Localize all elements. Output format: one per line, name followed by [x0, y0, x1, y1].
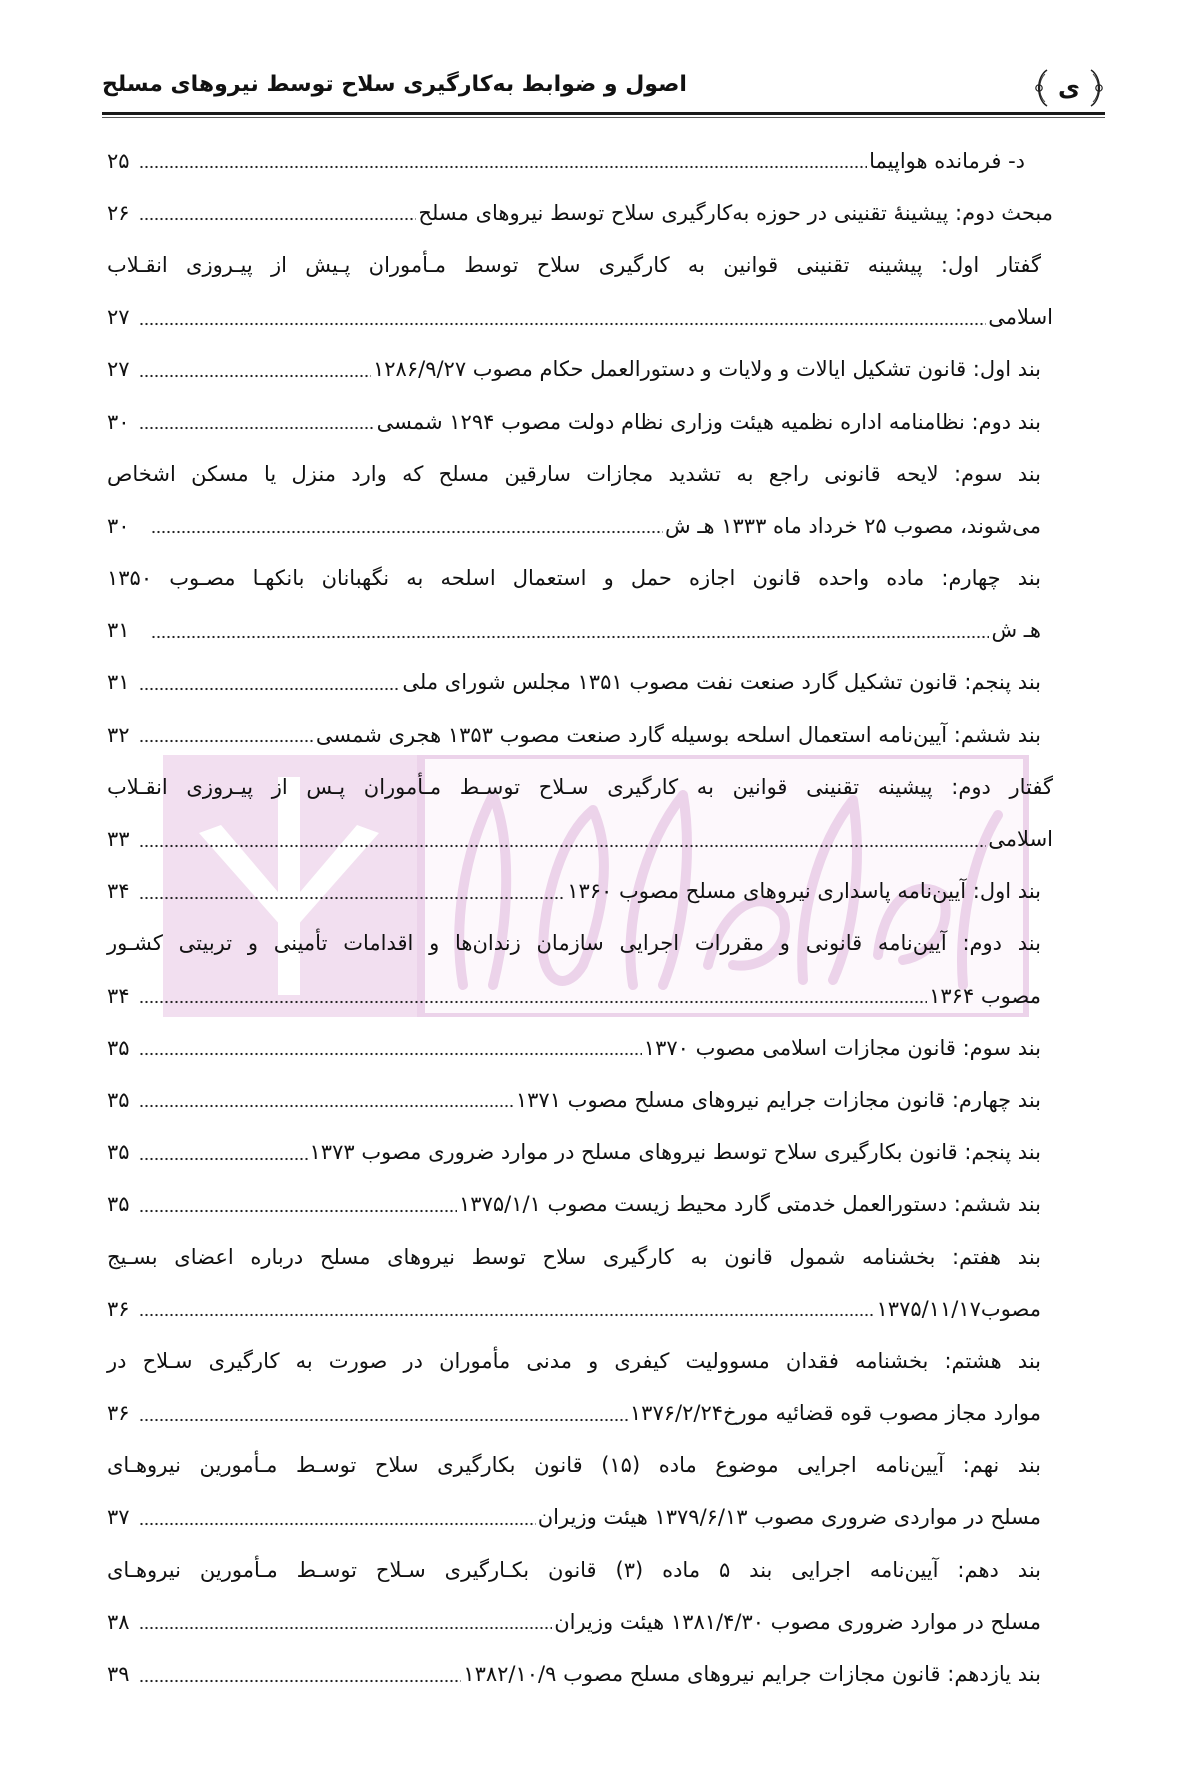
header-rule-thick [102, 112, 1105, 115]
toc-entry[interactable] [107, 1283, 1053, 1335]
dot-leader [139, 217, 416, 221]
dot-leader [139, 374, 371, 378]
toc-entry-title: بند نهم: آیین‌نامه اجرایی موضوع ماده (۱۵) قانون بکارگیری سلاح توسـط مـأمورین نیروهـای [107, 1453, 1041, 1478]
header-rule [102, 112, 1105, 119]
toc-entry-title: می‌شوند، مصوب ۲۵ خرداد ماه ۱۳۳۳ هـ ش [665, 513, 1041, 538]
dot-leader [139, 1626, 552, 1630]
dot-leader [139, 739, 314, 743]
toc-entry-title: بند پنجم: قانون تشکیل گارد صنعت نفت مصوب ۱۳۵۱ مجلس شورای ملی [402, 670, 1041, 695]
toc-page-number: ۳۸ [107, 1609, 130, 1634]
toc-entry-line[interactable] [107, 761, 1053, 813]
toc-page-number: ۳۵ [107, 1035, 130, 1060]
toc-entry-title: بند ششم: آیین‌نامه استعمال اسلحه بوسیله گارد صنعت مصوب ۱۳۵۳ هجری شمسی [315, 722, 1041, 747]
toc-page-number: ۳۶ [107, 1401, 130, 1426]
toc-entry-title: موارد مجاز مصوب قوه قضائیه مورخ۱۳۷۶/۲/۲۴ [629, 1401, 1041, 1426]
toc-entry[interactable] [107, 396, 1053, 448]
toc-entry-title: د- فرمانده هواپیما [869, 148, 1025, 173]
toc-entry-title: بند پنجم: قانون بکارگیری سلاح توسط نیروهای مسلح در موارد ضروری مصوب ۱۳۷۳ [309, 1140, 1041, 1165]
toc-page-number: ۳۰ [107, 409, 130, 434]
dot-leader [151, 530, 663, 534]
ornament-bracket-left-icon [1034, 69, 1050, 107]
toc-page-number: ۲۵ [107, 148, 130, 173]
toc-page-number: ۳۷ [107, 1505, 130, 1530]
toc-entry[interactable] [107, 187, 1053, 239]
toc-entry[interactable] [107, 1596, 1053, 1648]
toc-entry[interactable] [107, 813, 1053, 865]
toc-entry-title: اسلامی [988, 827, 1053, 852]
dot-leader [139, 1313, 875, 1317]
toc-entry-title: مصوب ۱۳۶۴ [929, 983, 1041, 1008]
toc-entry-title: مبحث دوم: پیشینۀ تقنینی در حوزه به‌کارگیری سلاح توسط نیروهای مسلح [418, 200, 1053, 225]
ornament-bracket-right-icon [1088, 69, 1104, 107]
toc-entry-title: بند دهم: آیین‌نامه اجرایی بند ۵ ماده (۳) قانون بکـارگیری سـلاح توسـط مـأمورین نیروهـای [107, 1557, 1041, 1582]
running-title: اصول و ضوابط به‌کارگیری سلاح توسط نیروهای مسلح [102, 72, 687, 97]
toc-entry-line[interactable] [107, 448, 1053, 500]
dot-leader [139, 1104, 514, 1108]
toc-entry[interactable] [107, 1127, 1053, 1179]
toc-page-number: ۳۱ [107, 618, 130, 643]
dot-leader [139, 1418, 628, 1422]
toc-entry[interactable] [107, 605, 1053, 657]
toc-entry-title: هـ ش [991, 618, 1041, 643]
toc-entry[interactable] [107, 1492, 1053, 1544]
table-of-contents [107, 135, 1053, 1701]
toc-entry-title: بند ششم: دستورالعمل خدمتی گارد محیط زیست مصوب ۱۳۷۵/۱/۱ [459, 1192, 1041, 1217]
header-rule-thin [102, 117, 1105, 118]
dot-leader [139, 1522, 536, 1526]
dot-leader [139, 1679, 461, 1683]
toc-page-number: ۳۰ [107, 513, 130, 538]
dot-leader [139, 687, 400, 691]
toc-entry[interactable] [107, 657, 1053, 709]
dot-leader [139, 322, 986, 326]
toc-entry-title: بند یازدهم: قانون مجازات جرایم نیروهای مسلح مصوب ۱۳۸۲/۱۰/۹ [463, 1662, 1041, 1687]
toc-entry-line[interactable] [107, 1231, 1053, 1283]
toc-entry-title: بند هفتم: بخشنامه شمول قانون به کارگیری سلاح توسط نیروهای مسلح درباره اعضای بسـیج [107, 1244, 1041, 1269]
toc-page-number: ۳۵ [107, 1140, 130, 1165]
dot-leader [139, 165, 867, 169]
toc-page-number: ۳۵ [107, 1192, 130, 1217]
toc-entry[interactable] [107, 344, 1053, 396]
toc-entry-line[interactable] [107, 1544, 1053, 1596]
toc-page-number: ۲۷ [107, 305, 130, 330]
toc-page-number: ۳۳ [107, 827, 130, 852]
toc-entry[interactable] [107, 709, 1053, 761]
toc-entry-title: بند سوم: قانون مجازات اسلامی مصوب ۱۳۷۰ [643, 1035, 1041, 1060]
toc-entry[interactable] [107, 1179, 1053, 1231]
dot-leader [139, 1209, 457, 1213]
toc-entry-line[interactable] [107, 553, 1053, 605]
toc-entry-title: بند اول: قانون تشکیل ایالات و ولایات و دستورالعمل حکام مصوب ۱۲۸۶/۹/۲۷ [373, 357, 1041, 382]
toc-entry-line[interactable] [107, 918, 1053, 970]
toc-entry[interactable] [107, 1022, 1053, 1074]
toc-entry-title: مسلح در مواردی ضروری مصوب ۱۳۷۹/۶/۱۳ هیئت وزیران [537, 1505, 1041, 1530]
dot-leader [139, 844, 986, 848]
toc-page-number: ۳۴ [107, 879, 130, 904]
dot-leader [139, 1157, 308, 1161]
toc-entry-title: بند هشتم: بخشنامه فقدان مسوولیت کیفری و مدنی مأموران در صورت به کارگیری سـلاح در [107, 1348, 1041, 1373]
toc-entry-title: گفتار اول: پیشینه تقنینی قوانین به کارگیری سلاح توسط مـأموران پـیش از پیـروزی انقـلاب [107, 252, 1041, 277]
toc-page-number: ۲۷ [107, 357, 130, 382]
toc-entry[interactable] [107, 1388, 1053, 1440]
toc-page-number: ۳۴ [107, 983, 130, 1008]
toc-entry-title: مصوب۱۳۷۵/۱۱/۱۷ [876, 1296, 1041, 1321]
toc-entry-title: بند چهارم: ماده واحده قانون اجازه حمل و استعمال اسلحه به نگهبانان بانکهـا مصـوب ۱۳۵۰ [107, 566, 1041, 591]
dot-leader [139, 426, 375, 430]
toc-page-number: ۲۶ [107, 200, 130, 225]
toc-entry-title: گفتار دوم: پیشینه تقنینی قوانین به کارگیری سـلاح توسـط مـأموران پـس از پیـروزی انقـلاب [107, 774, 1053, 799]
page-number: ی [1058, 74, 1080, 102]
dot-leader [139, 1052, 642, 1056]
toc-entry-line[interactable] [107, 1440, 1053, 1492]
toc-page-number: ۳۵ [107, 1087, 130, 1112]
dot-leader [139, 1000, 927, 1004]
toc-entry-line[interactable] [107, 239, 1053, 291]
toc-entry-title: بند اول: آیین‌نامه پاسداری نیروهای مسلح مصوب ۱۳۶۰ [567, 879, 1041, 904]
toc-entry[interactable] [107, 292, 1053, 344]
dot-leader [139, 896, 565, 900]
toc-page-number: ۳۹ [107, 1662, 130, 1687]
toc-entry[interactable] [107, 970, 1053, 1022]
toc-entry[interactable] [107, 1648, 1053, 1700]
toc-entry[interactable] [107, 1074, 1053, 1126]
toc-page-number: ۳۲ [107, 722, 130, 747]
toc-entry-title: مسلح در موارد ضروری مصوب ۱۳۸۱/۴/۳۰ هیئت وزیران [554, 1609, 1041, 1634]
toc-entry-title: بند دوم: نظامنامه اداره نظمیه هیئت وزاری نظام دولت مصوب ۱۲۹۴ شمسی [376, 409, 1041, 434]
toc-page-number: ۳۶ [107, 1296, 130, 1321]
toc-entry-line[interactable] [107, 1335, 1053, 1387]
toc-entry[interactable] [107, 500, 1053, 552]
toc-page-number: ۳۱ [107, 670, 130, 695]
toc-entry[interactable] [107, 135, 1053, 187]
page-number-ornament [1033, 68, 1105, 108]
page-header [102, 58, 1105, 118]
toc-entry-title: بند دوم: آیین‌نامه قانونی و مقررات اجرایی سازمان زندان‌ها و اقدامات تأمینی و تربیتی کشـور [107, 931, 1041, 956]
toc-entry-title: اسلامی [988, 305, 1053, 330]
toc-entry-title: بند سوم: لایحه قانونی راجع به تشدید مجازات سارقین مسلح که وارد منزل یا مسکن اشخاص [107, 461, 1041, 486]
dot-leader [151, 635, 989, 639]
toc-entry-title: بند چهارم: قانون مجازات جرایم نیروهای مسلح مصوب ۱۳۷۱ [515, 1087, 1041, 1112]
toc-entry[interactable] [107, 866, 1053, 918]
